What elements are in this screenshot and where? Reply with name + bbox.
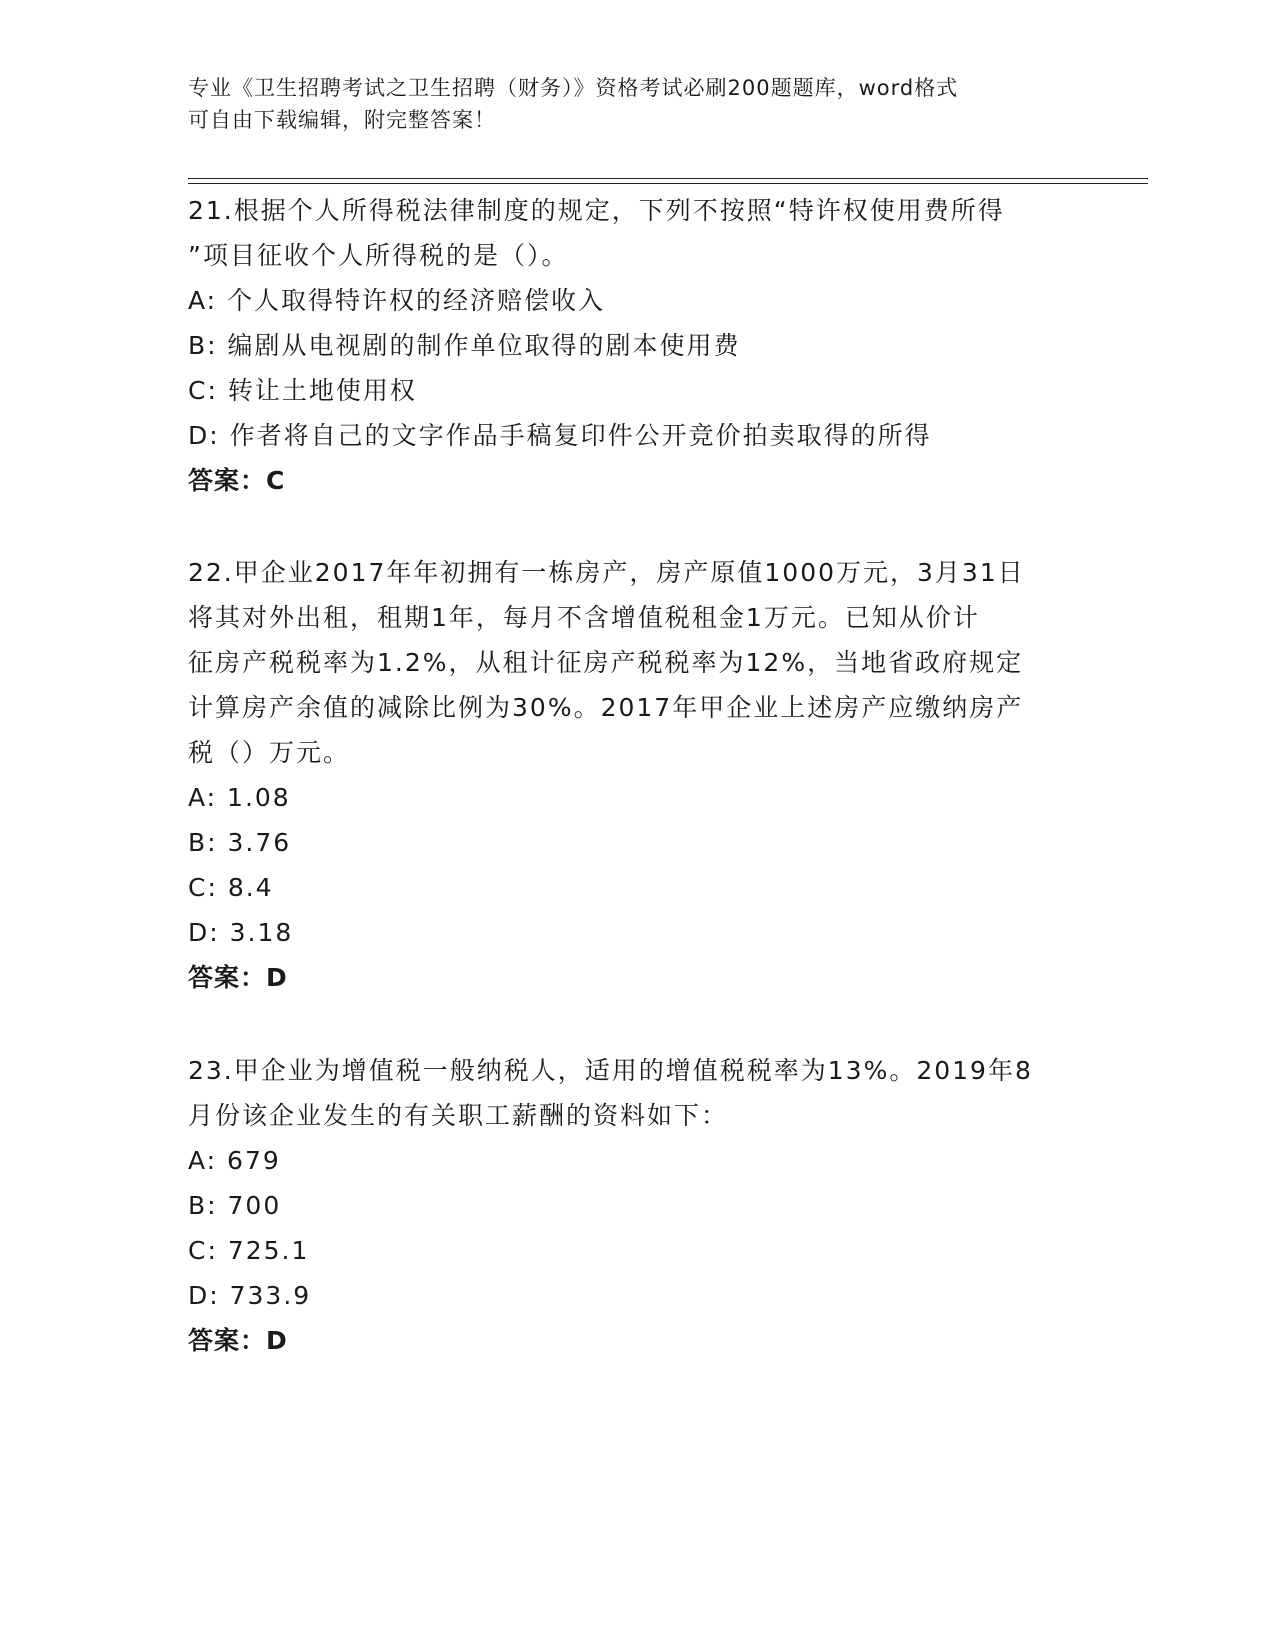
answer: 答案：D	[188, 963, 288, 992]
document-header	[188, 72, 1068, 136]
stem-line: 22.甲企业2017年年初拥有一栋房产，房产原值1000万元，3月31日	[188, 558, 1025, 587]
stem-line: 月份该企业发生的有关职工薪酬的资料如下：	[188, 1101, 729, 1130]
question-stem	[188, 188, 1088, 278]
option-a: A: 679	[188, 1146, 281, 1175]
option-b: B: 编剧从电视剧的制作单位取得的剧本使用费	[188, 331, 741, 360]
header-line-1: 专业《卫生招聘考试之卫生招聘（财务）》资格考试必刷200题题库，word格式	[188, 76, 959, 100]
option-d: D: 733.9	[188, 1281, 312, 1310]
option-c: C: 725.1	[188, 1236, 310, 1265]
question-22	[188, 550, 1088, 1000]
stem-line: 将其对外出租，租期1年，每月不含增值税租金1万元。已知从价计	[188, 603, 980, 632]
header-divider-top	[188, 178, 1148, 179]
option-d: D: 作者将自己的文字作品手稿复印件公开竞价拍卖取得的所得	[188, 421, 932, 450]
option-b: B: 3.76	[188, 828, 292, 857]
option-c: C: 8.4	[188, 873, 274, 902]
stem-line: 23.甲企业为增值税一般纳税人，适用的增值税税率为13%。2019年8	[188, 1056, 1033, 1085]
stem-line: 征房产税税率为1.2%，从租计征房产税税率为12%，当地省政府规定	[188, 648, 1024, 677]
stem-line: ”项目征收个人所得税的是（）。	[188, 241, 569, 270]
answer: 答案：C	[188, 466, 286, 495]
header-divider-bottom	[188, 183, 1148, 184]
answer: 答案：D	[188, 1326, 288, 1355]
stem-line: 21.根据个人所得税法律制度的规定，下列不按照“特许权使用费所得	[188, 196, 1005, 225]
option-b: B: 700	[188, 1191, 282, 1220]
stem-line: 税（）万元。	[188, 738, 351, 767]
question-23	[188, 1048, 1088, 1363]
header-line-2: 可自由下载编辑，附完整答案！	[188, 108, 496, 132]
question-21	[188, 188, 1088, 503]
option-d: D: 3.18	[188, 918, 294, 947]
stem-line: 计算房产余值的减除比例为30%。2017年甲企业上述房产应缴纳房产	[188, 693, 1024, 722]
option-a: A: 1.08	[188, 783, 291, 812]
question-stem	[188, 1048, 1088, 1138]
option-c: C: 转让土地使用权	[188, 376, 417, 405]
option-a: A: 个人取得特许权的经济赔偿收入	[188, 286, 606, 315]
question-stem	[188, 550, 1088, 775]
